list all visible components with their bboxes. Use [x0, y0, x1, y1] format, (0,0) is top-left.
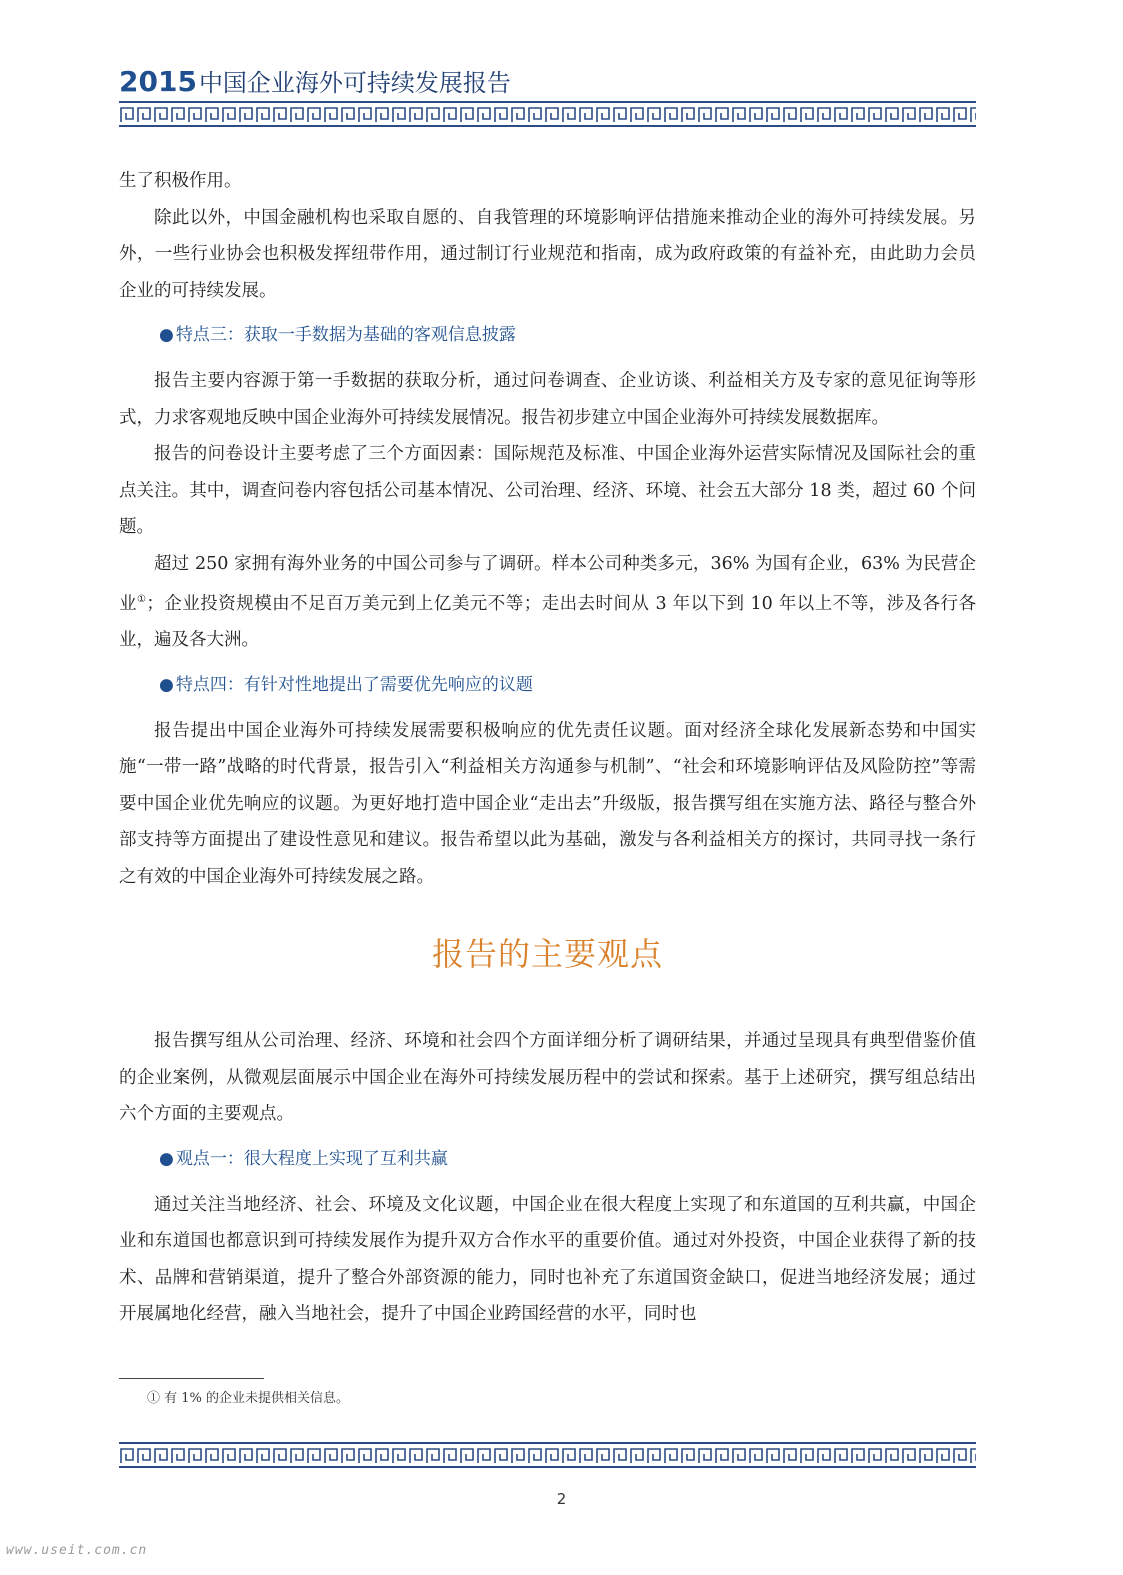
paragraph-text: ；企业投资规模由不足百万美元到上亿美元不等；走出去时间从 3 年以下到 10 年以上不等，涉及各行各业，遍及各大洲。 — [119, 593, 976, 651]
section-title: 报告的主要观点 — [431, 935, 663, 974]
feature-heading-3 — [119, 317, 976, 353]
paragraph: 报告提出中国企业海外可持续发展需要积极响应的优先责任议题。面对经济全球化发展新态势和中国实施“一带一路”战略的时代背景，报告引入“利益相关方沟通参与机制”、“社会和环境影响评估及风险防控”等需要中国企业优先响应的议题。为更好地打造中国企业“走出去”升级版，报告撰写组在实施方法、路径与整合外部支持等方面提出了建设性意见和建议。报告希望以此为基础，激发与各利益相关方的探讨，共同寻找一条行之有效的中国企业海外可持续发展之路。 — [119, 720, 976, 887]
bullet-icon: ● — [159, 325, 174, 345]
paragraph — [119, 546, 976, 659]
feature-heading-4 — [119, 667, 976, 703]
paragraph: 报告的问卷设计主要考虑了三个方面因素：国际规范及标准、中国企业海外运营实际情况及国际社会的重点关注。其中，调查问卷内容包括公司基本情况、公司治理、经济、环境、社会五大部分 18 类，超过 60 个问题。 — [119, 444, 976, 537]
greek-key-border-bottom — [119, 1439, 976, 1469]
viewpoint-heading-text: 观点一：很大程度上实现了互利共赢 — [175, 1148, 448, 1169]
bullet-icon: ● — [159, 674, 174, 695]
feature-heading-text: 特点三：获取一手数据为基础的客观信息披露 — [175, 325, 516, 345]
paragraph: 报告撰写组从公司治理、经济、环境和社会四个方面详细分析了调研结果，并通过呈现具有典型借鉴价值的企业案例，从微观层面展示中国企业在海外可持续发展历程中的尝试和探索。基于上述研究，撰写组总结出六个方面的主要观点。 — [119, 1031, 976, 1125]
paragraph: 生了积极作用。 — [119, 171, 242, 191]
footnote: ① 有 1% 的企业未提供相关信息。 — [147, 1391, 350, 1406]
header-title-text: 中国企业海外可持续发展报告 — [198, 69, 511, 97]
greek-key-border-top — [119, 98, 976, 128]
bullet-icon: ● — [159, 1148, 174, 1169]
header-year: 2015 — [119, 65, 197, 98]
paragraph: 通过关注当地经济、社会、环境及文化议题，中国企业在很大程度上实现了和东道国的互利共赢，中国企业和东道国也都意识到可持续发展作为提升双方合作水平的重要价值。通过对外投资，中国企业获得了新的技术、品牌和营销渠道，提升了整合外部资源的能力，同时也补充了东道国资金缺口，促进当地经济发展；通过开展属地化经营，融入当地社会，提升了中国企业跨国经营的水平，同时也 — [119, 1194, 976, 1325]
watermark: www.useit.com.cn — [6, 1543, 148, 1558]
header-title — [119, 62, 979, 103]
page-header — [119, 62, 979, 103]
page-number: 2 — [556, 1490, 567, 1508]
paragraph-text: 超过 250 家拥有海外业务的中国公司参与了调研。样本公司种类多元，36% 为国有企业，63% 为民营企业 — [119, 553, 976, 614]
footnote-divider — [119, 1378, 264, 1379]
paragraph: 报告主要内容源于第一手数据的获取分析，通过问卷调查、企业访谈、利益相关方及专家的意见征询等形式，力求客观地反映中国企业海外可持续发展情况。报告初步建立中国企业海外可持续发展数据库。 — [119, 371, 976, 428]
paragraph: 除此以外，中国金融机构也采取自愿的、自我管理的环境影响评估措施来推动企业的海外可持续发展。另外，一些行业协会也积极发挥纽带作用，通过制订行业规范和指南，成为政府政策的有益补充，由此助力会员企业的可持续发展。 — [119, 207, 976, 301]
feature-heading-text: 特点四：有针对性地提出了需要优先响应的议题 — [175, 674, 533, 695]
main-content — [119, 163, 976, 1333]
footnote-marker: ① — [136, 594, 147, 605]
viewpoint-heading-1 — [119, 1141, 976, 1177]
